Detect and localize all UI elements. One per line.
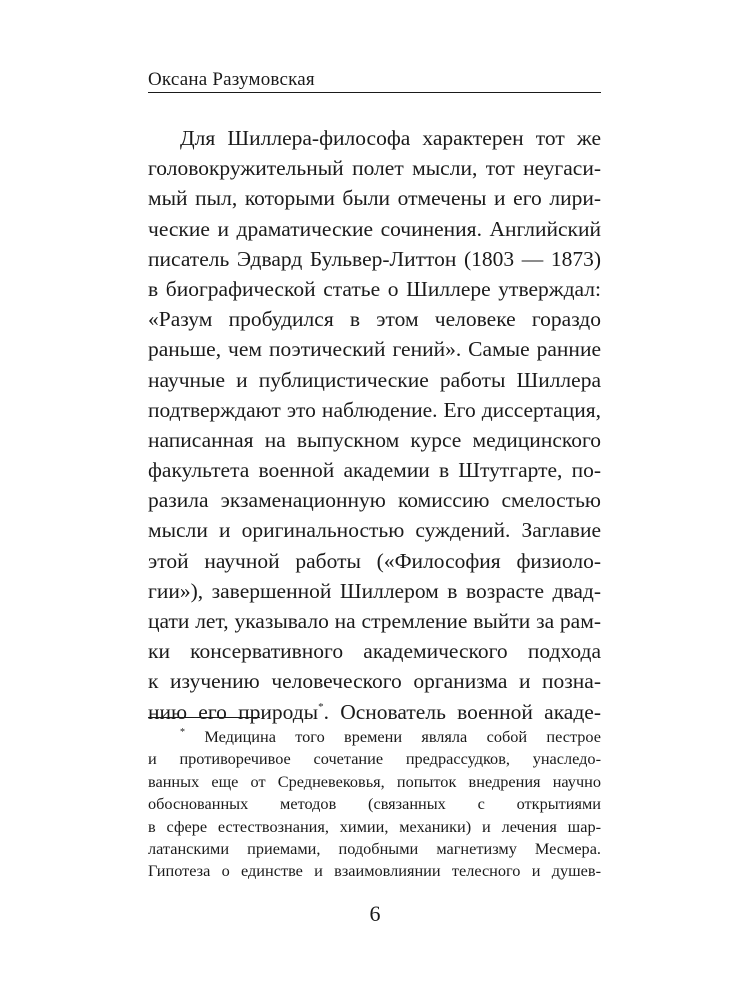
running-header <box>148 66 601 93</box>
text-line: «Разум пробудился в этом человеке гораздо <box>148 307 601 332</box>
running-title: Оксана Разумовская <box>148 69 315 90</box>
footnote-line: в сфере естествознания, химии, механики) и лечения шар- <box>148 816 601 836</box>
footnote-marker: * <box>180 727 185 738</box>
footnote-fragment: Медицина того времени являла собой пестрое <box>185 727 601 746</box>
text-line: научные и публицистические работы Шиллера <box>148 367 601 392</box>
text-line: ческие и драматические сочинения. Английский <box>148 216 601 241</box>
text-line: мый пыл, которыми были отмечены и его лири- <box>148 186 601 211</box>
text-line: писатель Эдвард Бульвер-Литтон (1803 — 1873) <box>148 246 601 271</box>
text-fragment: нию его природы <box>148 699 319 724</box>
footnote-line <box>148 726 601 748</box>
footnote-line: и противоречивое сочетание предрассудков, унаследо- <box>148 749 601 769</box>
text-line-with-footnote-ref <box>148 697 601 727</box>
text-line: гии»), завершенной Шиллером в возрасте двад- <box>148 578 601 603</box>
text-line: мысли и оригинальностью суждений. Заглавие <box>148 518 601 543</box>
text-line: разила экзаменационную комиссию смелостью <box>148 488 601 513</box>
text-line: факультета военной академии в Штутгарте, по- <box>148 458 601 483</box>
text-line: этой научной работы («Философия физиоло- <box>148 548 601 573</box>
footnote-line: латанскими приемами, подобными магнетизму Месмера. <box>148 838 601 858</box>
page-number: 6 <box>369 901 381 926</box>
text-line: в биографической статье о Шиллере утверждал: <box>148 276 601 301</box>
footnote-line: обоснованных методов (связанных с открытиями <box>148 794 601 814</box>
text-fragment: . Основатель военной акаде- <box>323 699 601 724</box>
footnote-line: ванных еще от Средневековья, попыток внедрения научно <box>148 771 601 791</box>
text-line: головокружительный полет мысли, тот неугаси- <box>148 156 601 181</box>
text-line: ки консервативного академического подхода <box>148 639 601 664</box>
text-line: к изучению человеческого организма и позна- <box>148 669 601 694</box>
text-line: Для Шиллера-философа характерен тот же <box>180 126 601 150</box>
footnote-line: Гипотеза о единстве и взаимовлиянии телесного и душев- <box>148 861 601 881</box>
text-line: цати лет, указывало на стремление выйти за рам- <box>148 609 601 633</box>
main-text <box>148 123 601 727</box>
footnote-separator <box>148 717 260 718</box>
text-line: написанная на выпускном курсе медицинского <box>148 427 601 452</box>
text-line: подтверждают это наблюдение. Его диссертация, <box>148 397 601 422</box>
footnote-reference: * <box>318 700 324 713</box>
text-line: раньше, чем поэтический гений». Самые ранние <box>148 337 601 362</box>
footnote <box>148 726 601 883</box>
